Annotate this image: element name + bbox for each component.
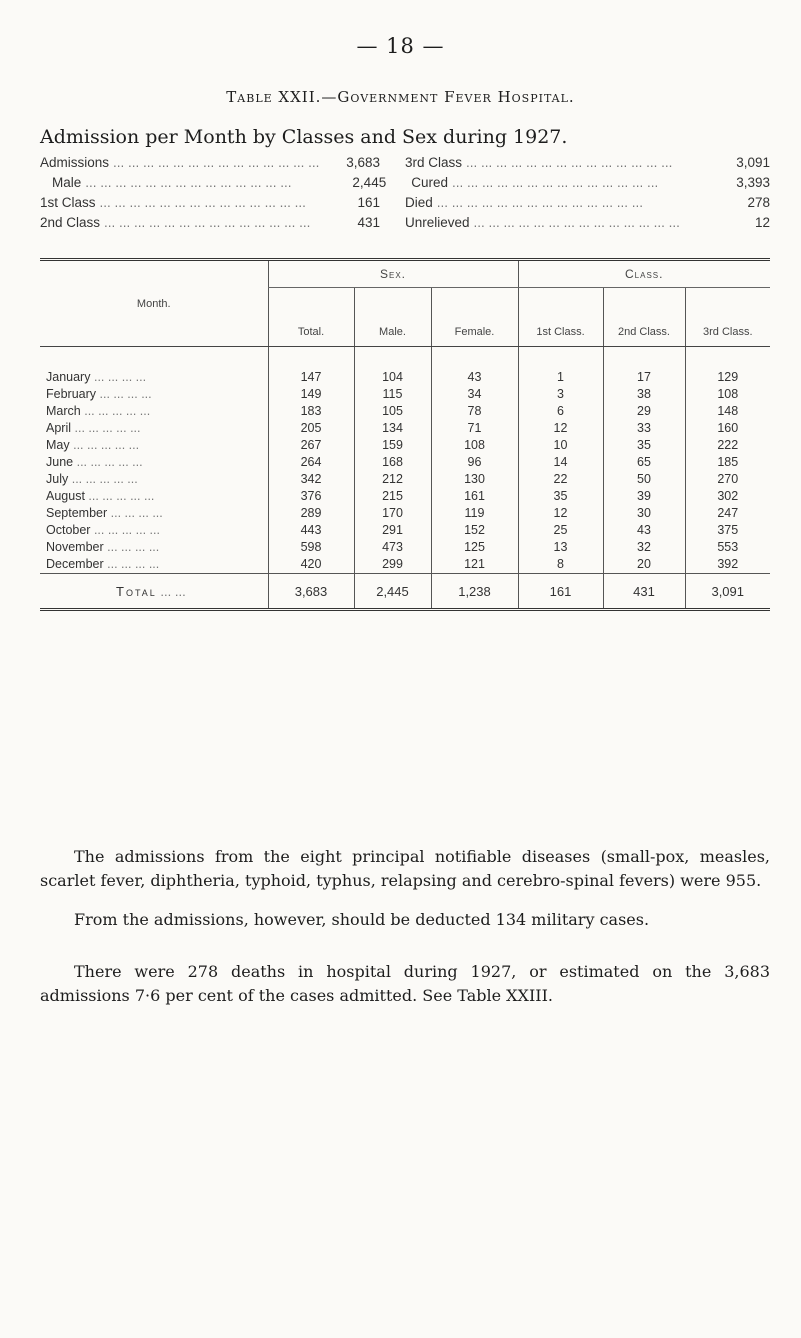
month-name: April	[46, 421, 72, 435]
second-cell: 17	[603, 347, 685, 387]
male-cell: 473	[354, 539, 431, 556]
third-cell: 185	[685, 454, 770, 471]
month-cell: September ... ... ... ...	[46, 506, 163, 520]
summary-label: 1st Class	[40, 195, 96, 210]
summary-label: 3rd Class	[405, 155, 463, 170]
admissions-table	[40, 258, 770, 611]
summary-item	[40, 173, 411, 193]
first-cell: 12	[518, 420, 603, 437]
table-row	[40, 539, 770, 556]
summary-value: 431	[357, 215, 380, 230]
female-cell: 43	[431, 347, 518, 387]
summary-label: Unrelieved	[405, 215, 470, 230]
third-cell: 129	[685, 347, 770, 387]
summary-row	[40, 193, 770, 213]
third-cell: 148	[685, 403, 770, 420]
third-cell: 392	[685, 556, 770, 574]
female-cell: 78	[431, 403, 518, 420]
female-header: Female.	[431, 288, 518, 347]
male-cell: 212	[354, 471, 431, 488]
female-total-cell: 1,238	[431, 574, 518, 610]
month-name: July	[46, 472, 69, 486]
total-cell: 376	[268, 488, 354, 505]
first-cell: 12	[518, 505, 603, 522]
second-cell: 38	[603, 386, 685, 403]
summary-value: 2,445	[352, 175, 387, 190]
summary-value: 3,393	[736, 175, 770, 190]
second-cell: 29	[603, 403, 685, 420]
first-class-total-cell: 161	[518, 574, 603, 610]
male-cell: 215	[354, 488, 431, 505]
second-cell: 43	[603, 522, 685, 539]
female-cell: 121	[431, 556, 518, 574]
first-cell: 10	[518, 437, 603, 454]
second-cell: 50	[603, 471, 685, 488]
summary-item	[405, 213, 770, 233]
male-cell: 170	[354, 505, 431, 522]
month-cell: November ... ... ... ...	[46, 540, 160, 554]
month-cell: October ... ... ... ... ...	[46, 523, 160, 537]
first-cell: 13	[518, 539, 603, 556]
table-row	[40, 522, 770, 539]
first-cell: 35	[518, 488, 603, 505]
second-cell: 35	[603, 437, 685, 454]
second-cell: 32	[603, 539, 685, 556]
summary-value: 161	[357, 195, 380, 210]
first-cell: 14	[518, 454, 603, 471]
third-cell: 375	[685, 522, 770, 539]
summary-label: Admissions	[40, 155, 110, 170]
page-number: — 18 —	[356, 34, 445, 58]
male-header: Male.	[354, 288, 431, 347]
table-title: Table XXII.—Government Fever Hospital.	[226, 88, 575, 106]
paragraph-military-cases: From the admissions, however, should be deducted 134 military cases.	[74, 910, 650, 929]
month-cell: April ... ... ... ... ...	[46, 421, 141, 435]
second-cell: 30	[603, 505, 685, 522]
month-cell: August ... ... ... ... ...	[46, 489, 155, 503]
table-row	[40, 556, 770, 574]
third-cell: 108	[685, 386, 770, 403]
table-row	[40, 454, 770, 471]
month-name: January	[46, 370, 91, 384]
summary-label: 2nd Class	[40, 215, 101, 230]
paragraph-deaths: There were 278 deaths in hospital during 1927, or estimated on the 3,683 admissions 7·6 per cent of the cases admitted. See Table XXIII.	[40, 962, 770, 1005]
month-name: June	[46, 455, 74, 469]
month-name: March	[46, 404, 81, 418]
first-cell: 3	[518, 386, 603, 403]
first-class-header: 1st Class.	[518, 288, 603, 347]
male-cell: 299	[354, 556, 431, 574]
sex-group-header: Sex.	[268, 260, 518, 288]
female-cell: 34	[431, 386, 518, 403]
table-row	[40, 420, 770, 437]
summary-item	[40, 213, 405, 233]
second-class-header: 2nd Class.	[603, 288, 685, 347]
first-cell: 25	[518, 522, 603, 539]
total-cell: 289	[268, 505, 354, 522]
summary-item	[40, 153, 405, 173]
summary-item	[411, 173, 770, 193]
table-row	[40, 505, 770, 522]
first-cell: 8	[518, 556, 603, 574]
summary-value: 12	[754, 215, 770, 230]
total-header: Total.	[268, 288, 354, 347]
male-total-cell: 2,445	[354, 574, 431, 610]
female-cell: 119	[431, 505, 518, 522]
month-name: May	[46, 438, 70, 452]
total-cell: 267	[268, 437, 354, 454]
total-cell: 183	[268, 403, 354, 420]
table-row	[40, 488, 770, 505]
male-cell: 104	[354, 347, 431, 387]
table-row	[40, 347, 770, 387]
paragraph-notifiable-diseases: The admissions from the eight principal notifiable diseases (small-pox, measles, scarlet fever, diphtheria, typhoid, typhus, relapsing and cerebro-spinal fevers) were 955.	[40, 847, 770, 890]
total-row	[40, 574, 770, 610]
total-cell: 149	[268, 386, 354, 403]
month-name: September	[46, 506, 108, 520]
third-class-header: 3rd Class.	[685, 288, 770, 347]
male-cell: 168	[354, 454, 431, 471]
month-name: December	[46, 557, 104, 571]
female-cell: 108	[431, 437, 518, 454]
month-cell: July ... ... ... ... ...	[46, 472, 138, 486]
summary-row	[40, 173, 770, 193]
month-name: November	[46, 540, 104, 554]
total-cell: 147	[268, 347, 354, 387]
total-label-cell: Total ... ...	[40, 574, 268, 610]
total-cell: 3,683	[268, 574, 354, 610]
total-cell: 598	[268, 539, 354, 556]
male-cell: 159	[354, 437, 431, 454]
summary-row	[40, 213, 770, 233]
male-cell: 105	[354, 403, 431, 420]
female-cell: 71	[431, 420, 518, 437]
month-cell: March ... ... ... ... ...	[46, 404, 151, 418]
total-cell: 420	[268, 556, 354, 574]
male-cell: 291	[354, 522, 431, 539]
class-group-header: Class.	[518, 260, 770, 288]
month-name: October	[46, 523, 91, 537]
summary-label: Male	[52, 175, 82, 190]
summary-label: Cured	[411, 175, 448, 190]
female-cell: 161	[431, 488, 518, 505]
total-cell: 342	[268, 471, 354, 488]
third-cell: 222	[685, 437, 770, 454]
total-cell: 205	[268, 420, 354, 437]
second-cell: 33	[603, 420, 685, 437]
table-row	[40, 386, 770, 403]
month-cell: May ... ... ... ... ...	[46, 438, 140, 452]
second-class-total-cell: 431	[603, 574, 685, 610]
third-cell: 247	[685, 505, 770, 522]
third-class-total-cell: 3,091	[685, 574, 770, 610]
third-cell: 270	[685, 471, 770, 488]
summary-item	[405, 193, 770, 213]
month-name: February	[46, 387, 97, 401]
month-cell: February ... ... ... ...	[46, 387, 152, 401]
table-body	[40, 347, 770, 574]
summary-value: 3,091	[736, 155, 770, 170]
first-cell: 22	[518, 471, 603, 488]
third-cell: 160	[685, 420, 770, 437]
male-cell: 134	[354, 420, 431, 437]
male-cell: 115	[354, 386, 431, 403]
table-row	[40, 471, 770, 488]
total-cell: 264	[268, 454, 354, 471]
summary-row	[40, 153, 770, 173]
summary-item	[405, 153, 770, 173]
summary-label: Died	[405, 195, 433, 210]
female-cell: 130	[431, 471, 518, 488]
third-cell: 302	[685, 488, 770, 505]
female-cell: 152	[431, 522, 518, 539]
month-cell: December ... ... ... ...	[46, 557, 160, 571]
summary-value: 278	[747, 195, 770, 210]
first-cell: 6	[518, 403, 603, 420]
first-cell: 1	[518, 347, 603, 387]
summary-block	[40, 153, 770, 233]
table-row	[40, 403, 770, 420]
table-row	[40, 437, 770, 454]
second-cell: 39	[603, 488, 685, 505]
total-label: Total	[116, 583, 157, 599]
third-cell: 553	[685, 539, 770, 556]
month-cell: January ... ... ... ...	[46, 370, 147, 384]
second-cell: 65	[603, 454, 685, 471]
month-cell: June ... ... ... ... ...	[46, 455, 143, 469]
month-name: August	[46, 489, 85, 503]
female-cell: 96	[431, 454, 518, 471]
total-cell: 443	[268, 522, 354, 539]
summary-heading: Admission per Month by Classes and Sex during 1927.	[40, 126, 568, 148]
second-cell: 20	[603, 556, 685, 574]
summary-value: 3,683	[346, 155, 380, 170]
female-cell: 125	[431, 539, 518, 556]
summary-item	[40, 193, 405, 213]
month-header: Month.	[40, 260, 268, 347]
